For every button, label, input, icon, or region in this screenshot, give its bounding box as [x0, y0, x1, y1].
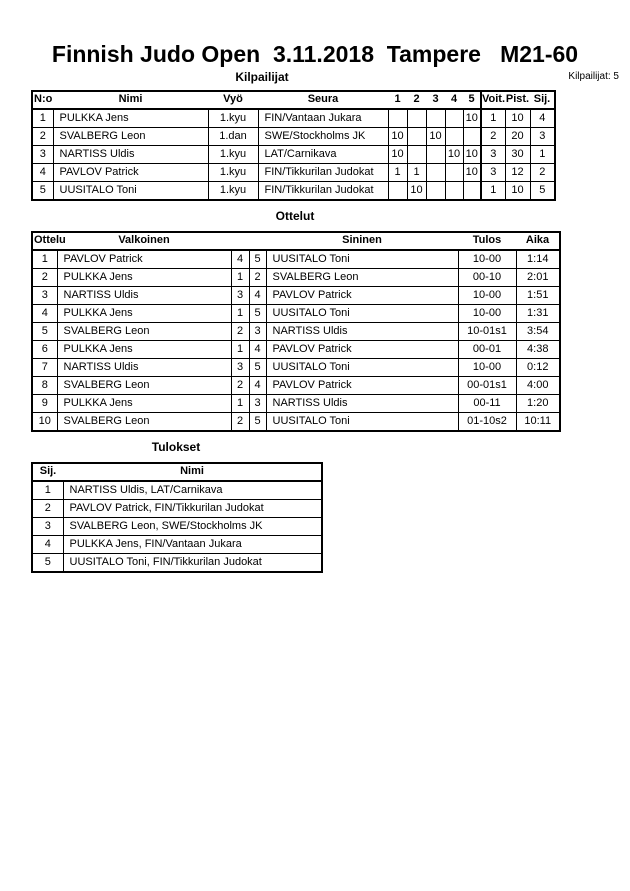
- table-cell: 10: [388, 146, 407, 164]
- table-cell: 10: [32, 413, 57, 432]
- table-cell: 2: [32, 128, 53, 146]
- table-cell: [407, 146, 426, 164]
- table-cell: 1:20: [516, 395, 560, 413]
- table-cell: 3: [231, 287, 249, 305]
- table-cell: 1: [530, 146, 555, 164]
- column-header-nimi: Nimi: [53, 91, 208, 109]
- table-cell: 3:54: [516, 323, 560, 341]
- table-cell: 3: [32, 518, 63, 536]
- competitors-header-row: [32, 91, 555, 109]
- table-cell: PULKKA Jens: [53, 109, 208, 128]
- table-row: [32, 554, 322, 573]
- column-header-sininen: Sininen: [266, 232, 458, 250]
- table-cell: 1: [32, 481, 63, 500]
- table-cell: 1: [231, 395, 249, 413]
- table-cell: NARTISS Uldis: [53, 146, 208, 164]
- table-cell: FIN/Tikkurilan Judokat: [258, 164, 388, 182]
- competitors-count: Kilpailijat: 5: [568, 71, 619, 82]
- table-cell: 10-00: [458, 250, 516, 269]
- column-header-sij: Sij.: [530, 91, 555, 109]
- table-cell: 10: [463, 109, 481, 128]
- table-cell: PAVLOV Patrick: [266, 287, 458, 305]
- table-cell: 2: [32, 269, 57, 287]
- table-row: [32, 500, 322, 518]
- table-cell: 5: [32, 323, 57, 341]
- table-cell: 2: [249, 269, 266, 287]
- table-cell: 10: [463, 164, 481, 182]
- page-title: Finnish Judo Open 3.11.2018 Tampere M21-60: [51, 41, 579, 67]
- table-row: [32, 146, 555, 164]
- table-cell: 10-00: [458, 305, 516, 323]
- table-cell: FIN/Vantaan Jukara: [258, 109, 388, 128]
- table-cell: 2: [32, 500, 63, 518]
- table-row: [32, 413, 560, 432]
- table-cell: NARTISS Uldis: [266, 323, 458, 341]
- table-cell: 4: [32, 164, 53, 182]
- table-cell: [445, 128, 463, 146]
- table-cell: SVALBERG Leon: [57, 413, 231, 432]
- column-header-valkoinen: Valkoinen: [57, 232, 231, 250]
- table-cell: 1:14: [516, 250, 560, 269]
- table-cell: 3: [530, 128, 555, 146]
- table-cell: 3: [32, 287, 57, 305]
- column-header-opp2: 2: [407, 91, 426, 109]
- table-cell: UUSITALO Toni: [266, 305, 458, 323]
- table-cell: 00-11: [458, 395, 516, 413]
- column-header-pist: Pist.: [505, 91, 530, 109]
- table-cell: 10: [426, 128, 445, 146]
- table-cell: 01-10s2: [458, 413, 516, 432]
- table-cell: UUSITALO Toni: [266, 359, 458, 377]
- column-header-ottelu: Ottelu: [32, 232, 57, 250]
- table-cell: SWE/Stockholms JK: [258, 128, 388, 146]
- table-cell: 1.kyu: [208, 164, 258, 182]
- column-header-opp3: 3: [426, 91, 445, 109]
- table-cell: 5: [32, 182, 53, 201]
- table-cell: 1: [32, 250, 57, 269]
- table-cell: PAVLOV Patrick: [53, 164, 208, 182]
- table-cell: 10: [505, 109, 530, 128]
- table-cell: SVALBERG Leon, SWE/Stockholms JK: [63, 518, 322, 536]
- table-cell: [388, 182, 407, 201]
- table-cell: 5: [32, 554, 63, 573]
- table-cell: 10-00: [458, 359, 516, 377]
- table-cell: 1: [481, 182, 505, 201]
- table-cell: UUSITALO Toni, FIN/Tikkurilan Judokat: [63, 554, 322, 573]
- column-header-aika: Aika: [516, 232, 560, 250]
- matches-header-row: [32, 232, 560, 250]
- table-row: [32, 250, 560, 269]
- competitors-table: [31, 90, 556, 201]
- table-cell: PULKKA Jens: [57, 305, 231, 323]
- table-cell: 10: [388, 128, 407, 146]
- table-cell: 4: [249, 341, 266, 359]
- matches-table: [31, 231, 561, 432]
- table-row: [32, 481, 322, 500]
- table-cell: 00-10: [458, 269, 516, 287]
- table-cell: 3: [481, 164, 505, 182]
- table-row: [32, 269, 560, 287]
- table-cell: PULKKA Jens, FIN/Vantaan Jukara: [63, 536, 322, 554]
- table-cell: 2:01: [516, 269, 560, 287]
- table-cell: 5: [249, 305, 266, 323]
- table-cell: 3: [32, 146, 53, 164]
- table-cell: 5: [249, 359, 266, 377]
- table-cell: 5: [249, 250, 266, 269]
- table-cell: 1: [32, 109, 53, 128]
- column-header-white-number: [231, 232, 249, 250]
- table-cell: [463, 128, 481, 146]
- table-cell: [463, 182, 481, 201]
- column-header-voit: Voit.: [481, 91, 505, 109]
- table-cell: PULKKA Jens: [57, 269, 231, 287]
- column-header-seura: Seura: [258, 91, 388, 109]
- table-cell: 10: [445, 146, 463, 164]
- table-cell: 1.kyu: [208, 146, 258, 164]
- table-cell: PULKKA Jens: [57, 341, 231, 359]
- table-cell: 20: [505, 128, 530, 146]
- table-cell: SVALBERG Leon: [57, 323, 231, 341]
- table-cell: 3: [249, 323, 266, 341]
- table-row: [32, 518, 322, 536]
- column-header-sij: Sij.: [32, 463, 63, 481]
- table-cell: 4: [231, 250, 249, 269]
- table-cell: 1.kyu: [208, 109, 258, 128]
- results-section-title: Tulokset: [151, 440, 201, 454]
- column-header-vyo: Vyö: [208, 91, 258, 109]
- table-row: [32, 359, 560, 377]
- table-row: [32, 109, 555, 128]
- table-cell: 5: [530, 182, 555, 201]
- competitors-body: [32, 109, 555, 200]
- table-cell: 10:11: [516, 413, 560, 432]
- column-header-opp1: 1: [388, 91, 407, 109]
- table-cell: 4: [249, 287, 266, 305]
- table-cell: 10: [463, 146, 481, 164]
- table-cell: 1: [407, 164, 426, 182]
- matches-section-title: Ottelut: [275, 209, 315, 223]
- table-cell: 1:51: [516, 287, 560, 305]
- table-cell: 10-01s1: [458, 323, 516, 341]
- table-cell: UUSITALO Toni: [53, 182, 208, 201]
- table-cell: PAVLOV Patrick, FIN/Tikkurilan Judokat: [63, 500, 322, 518]
- table-cell: 10: [505, 182, 530, 201]
- table-cell: 1: [231, 269, 249, 287]
- table-row: [32, 377, 560, 395]
- table-cell: NARTISS Uldis: [266, 395, 458, 413]
- table-cell: 2: [231, 323, 249, 341]
- table-row: [32, 128, 555, 146]
- matches-body: [32, 250, 560, 431]
- table-cell: 3: [231, 359, 249, 377]
- table-cell: 1: [388, 164, 407, 182]
- table-cell: 2: [231, 377, 249, 395]
- table-cell: 2: [481, 128, 505, 146]
- table-row: [32, 395, 560, 413]
- table-cell: 4: [530, 109, 555, 128]
- table-cell: FIN/Tikkurilan Judokat: [258, 182, 388, 201]
- column-header-opp5: 5: [463, 91, 481, 109]
- table-cell: 4:00: [516, 377, 560, 395]
- table-cell: SVALBERG Leon: [266, 269, 458, 287]
- table-cell: [388, 109, 407, 128]
- column-header-tulos: Tulos: [458, 232, 516, 250]
- table-cell: 30: [505, 146, 530, 164]
- table-cell: [426, 109, 445, 128]
- table-cell: 7: [32, 359, 57, 377]
- table-cell: [426, 164, 445, 182]
- table-cell: 10-00: [458, 287, 516, 305]
- table-cell: [426, 146, 445, 164]
- results-body: [32, 481, 322, 572]
- table-cell: PAVLOV Patrick: [266, 377, 458, 395]
- table-cell: 4:38: [516, 341, 560, 359]
- table-cell: NARTISS Uldis, LAT/Carnikava: [63, 481, 322, 500]
- table-cell: UUSITALO Toni: [266, 413, 458, 432]
- table-cell: 4: [32, 536, 63, 554]
- table-cell: 00-01: [458, 341, 516, 359]
- table-cell: [445, 109, 463, 128]
- column-header-blue-number: [249, 232, 266, 250]
- table-cell: PAVLOV Patrick: [266, 341, 458, 359]
- table-row: [32, 287, 560, 305]
- table-cell: SVALBERG Leon: [57, 377, 231, 395]
- table-cell: NARTISS Uldis: [57, 359, 231, 377]
- column-header-nimi: Nimi: [63, 463, 322, 481]
- table-cell: 4: [249, 377, 266, 395]
- table-cell: [445, 164, 463, 182]
- table-cell: SVALBERG Leon: [53, 128, 208, 146]
- table-cell: 0:12: [516, 359, 560, 377]
- table-cell: [407, 128, 426, 146]
- table-cell: NARTISS Uldis: [57, 287, 231, 305]
- table-cell: 5: [249, 413, 266, 432]
- table-cell: PAVLOV Patrick: [57, 250, 231, 269]
- table-cell: PULKKA Jens: [57, 395, 231, 413]
- table-row: [32, 305, 560, 323]
- table-row: [32, 341, 560, 359]
- table-cell: 1:31: [516, 305, 560, 323]
- table-cell: 3: [249, 395, 266, 413]
- competitors-section-title: Kilpailijat: [235, 70, 289, 84]
- table-cell: 9: [32, 395, 57, 413]
- results-table: [31, 462, 323, 573]
- table-cell: 00-01s1: [458, 377, 516, 395]
- table-row: [32, 536, 322, 554]
- table-cell: LAT/Carnikava: [258, 146, 388, 164]
- table-cell: 8: [32, 377, 57, 395]
- table-row: [32, 164, 555, 182]
- table-cell: 12: [505, 164, 530, 182]
- table-cell: 1.kyu: [208, 182, 258, 201]
- table-cell: 10: [407, 182, 426, 201]
- table-cell: 4: [32, 305, 57, 323]
- results-header-row: [32, 463, 322, 481]
- table-cell: 6: [32, 341, 57, 359]
- table-cell: 1: [231, 305, 249, 323]
- column-header-no: N:o: [32, 91, 53, 109]
- table-cell: 1: [481, 109, 505, 128]
- table-cell: 2: [530, 164, 555, 182]
- table-row: [32, 323, 560, 341]
- table-cell: UUSITALO Toni: [266, 250, 458, 269]
- table-cell: 1: [231, 341, 249, 359]
- table-cell: [426, 182, 445, 201]
- table-cell: 2: [231, 413, 249, 432]
- table-cell: 3: [481, 146, 505, 164]
- column-header-opp4: 4: [445, 91, 463, 109]
- table-cell: 1.dan: [208, 128, 258, 146]
- table-cell: [407, 109, 426, 128]
- table-cell: [445, 182, 463, 201]
- table-row: [32, 182, 555, 201]
